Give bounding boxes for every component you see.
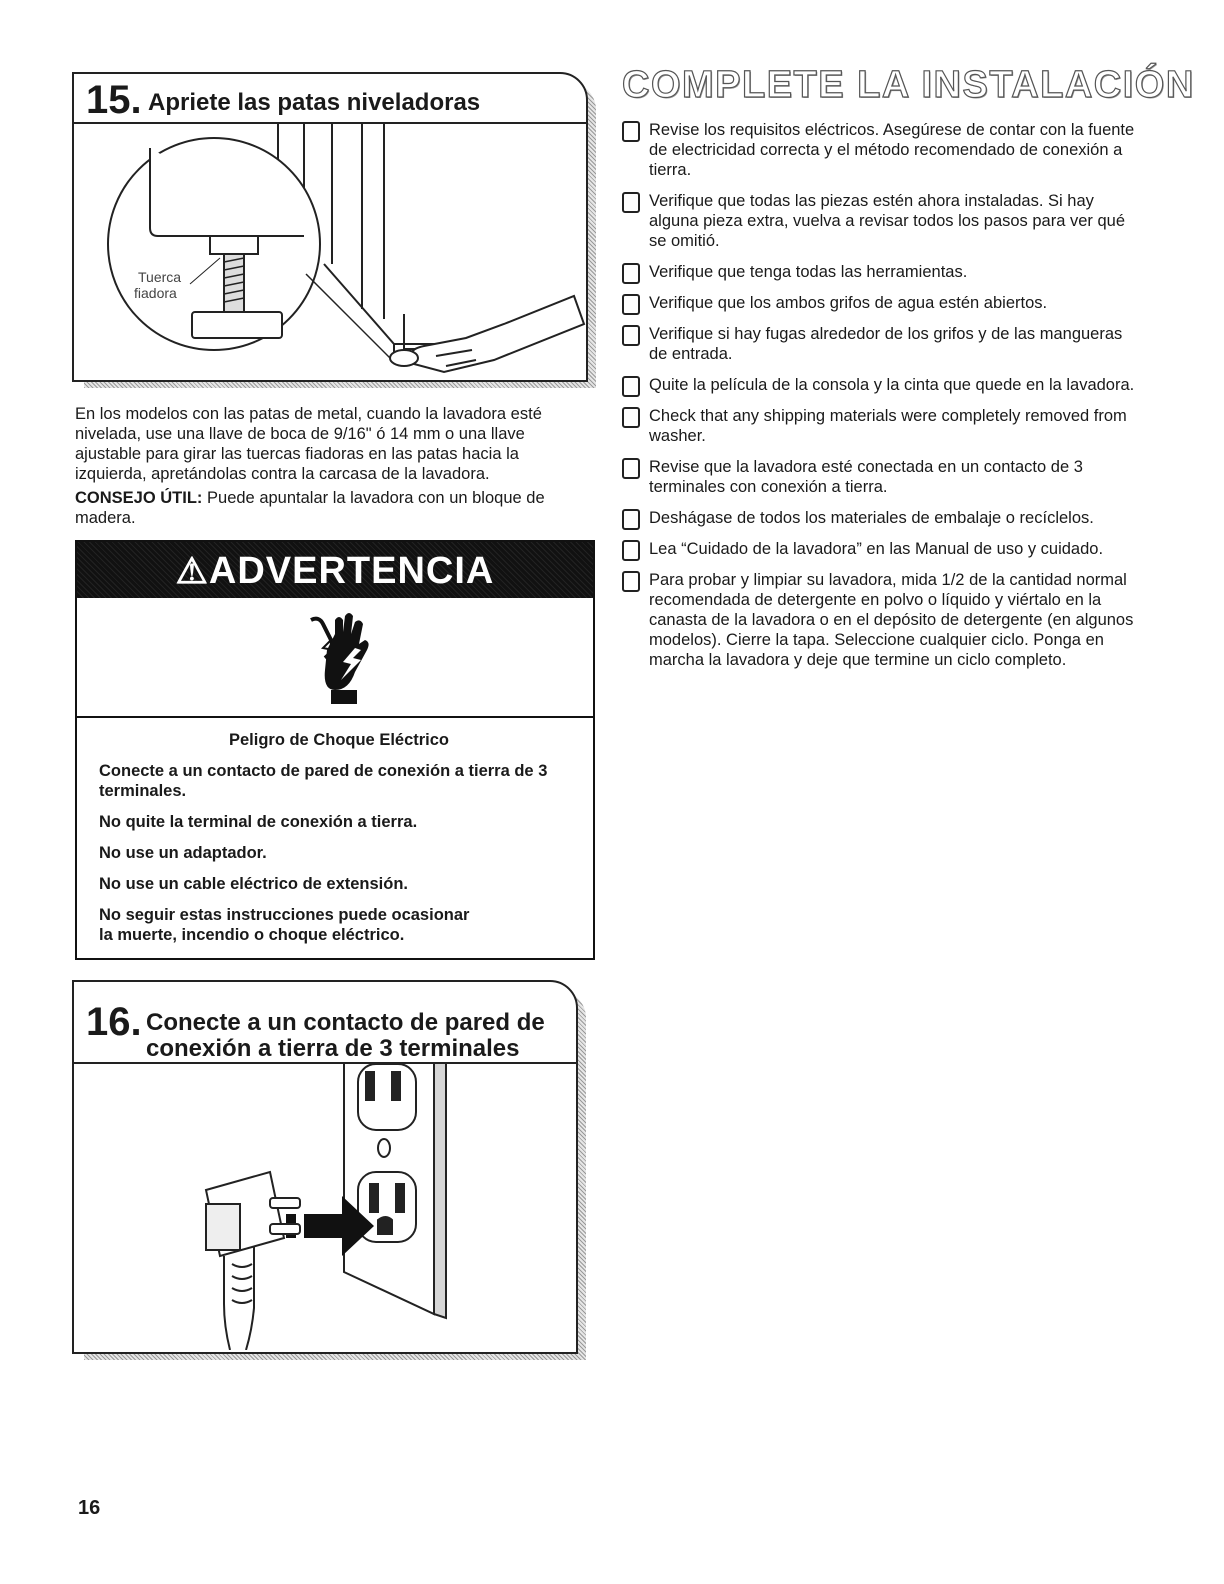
warning-icon-area bbox=[77, 598, 593, 718]
checkbox-icon[interactable] bbox=[622, 325, 640, 346]
step15-box bbox=[72, 72, 588, 382]
callout-label-tuerca: Tuerca bbox=[138, 269, 182, 285]
checklist-item bbox=[622, 570, 1142, 670]
step16-number: 16. bbox=[86, 1000, 142, 1044]
checklist-item bbox=[622, 191, 1142, 251]
warning-triangle-icon: ⚠ bbox=[175, 550, 209, 591]
plug-icon bbox=[206, 1172, 300, 1350]
checkbox-icon[interactable] bbox=[622, 509, 640, 530]
checklist-item-text: Verifique si hay fugas alrededor de los grifos y de las mangueras de entrada. bbox=[649, 325, 1123, 363]
warning-line-5a: No seguir estas instrucciones puede ocasionar bbox=[99, 906, 470, 924]
step15-tip bbox=[75, 488, 557, 528]
wall-outlet-plug-illustration bbox=[74, 1064, 576, 1350]
checklist-item-text: Check that any shipping materials were completely removed from washer. bbox=[649, 407, 1127, 445]
warning-line-4: No use un cable eléctrico de extensión. bbox=[99, 875, 409, 893]
checklist-item-text: Verifique que tenga todas las herramientas. bbox=[649, 263, 968, 281]
warning-line-5 bbox=[99, 905, 579, 945]
checklist-item bbox=[622, 293, 1142, 313]
checklist-item-text: Para probar y limpiar su lavadora, mida 1/2 de la cantidad normal recomendada de detergente en polvo o líquido y viértalo en la canasta de la lavadora o en el depósito de detergente (en algunos modelos). Cierre la tapa. Seleccione cualquier ciclo. Ponga en marcha la lavadora y deje que termine un ciclo completo. bbox=[649, 571, 1134, 669]
installation-checklist bbox=[622, 120, 1142, 681]
warning-line-5b: la muerte, incendio o choque eléctrico. bbox=[99, 926, 405, 944]
checklist-item bbox=[622, 406, 1142, 446]
leveling-leg-illustration bbox=[74, 124, 586, 378]
step16-title-line1: Conecte a un contacto de pared de bbox=[146, 1009, 545, 1036]
complete-installation-title: COMPLETE LA INSTALACIÓN bbox=[622, 64, 1195, 106]
checklist-item bbox=[622, 539, 1142, 559]
checklist-item-text: Quite la película de la consola y la cinta que quede en la lavadora. bbox=[649, 376, 1135, 394]
checklist-item bbox=[622, 120, 1142, 180]
checkbox-icon[interactable] bbox=[622, 540, 640, 561]
page-number: 16 bbox=[78, 1497, 101, 1519]
checkbox-icon[interactable] bbox=[622, 263, 640, 284]
checklist-item bbox=[622, 457, 1142, 497]
checkbox-icon[interactable] bbox=[622, 407, 640, 428]
warning-box bbox=[75, 540, 595, 960]
step15-title: Apriete las patas niveladoras bbox=[148, 89, 481, 116]
checklist-item-text: Revise los requisitos eléctricos. Asegúrese de contar con la fuente de electricidad correcta y el método recomendado de conexión a tierra. bbox=[649, 121, 1135, 179]
warning-line-3: No use un adaptador. bbox=[99, 844, 267, 862]
step16-title-line2: conexión a tierra de 3 terminales bbox=[146, 1035, 520, 1062]
warning-text bbox=[99, 730, 579, 945]
tip-text: Puede apuntalar la lavadora con un bloque de madera. bbox=[75, 489, 545, 527]
callout-label-fiadora: fiadora bbox=[134, 285, 177, 301]
checklist-item bbox=[622, 324, 1142, 364]
step16-header bbox=[74, 982, 576, 1064]
warning-line-1: Conecte a un contacto de pared de conexión a tierra de 3 terminales. bbox=[99, 762, 548, 800]
checklist-item-text: Deshágase de todos los materiales de embalaje o recíclelos. bbox=[649, 509, 1094, 527]
checklist-item bbox=[622, 262, 1142, 282]
checklist-item-text: Verifique que los ambos grifos de agua estén abiertos. bbox=[649, 294, 1048, 312]
tip-label: CONSEJO ÚTIL: bbox=[75, 489, 203, 507]
step15-number: 15. bbox=[86, 78, 142, 122]
checklist-item-text: Lea “Cuidado de la lavadora” en las Manual de uso y cuidado. bbox=[649, 540, 1104, 558]
checklist-item-text: Revise que la lavadora esté conectada en un contacto de 3 terminales con conexión a tierra. bbox=[649, 458, 1083, 496]
warning-title bbox=[77, 542, 593, 598]
checkbox-icon[interactable] bbox=[622, 121, 640, 142]
checkbox-icon[interactable] bbox=[622, 571, 640, 592]
checkbox-icon[interactable] bbox=[622, 458, 640, 479]
warning-title-text: ADVERTENCIA bbox=[208, 550, 495, 592]
checklist-item bbox=[622, 375, 1142, 395]
checklist-item-text: Verifique que todas las piezas estén ahora instaladas. Si hay alguna pieza extra, vuelva a revisar todos los pasos para ver qué se omitió. bbox=[649, 192, 1126, 250]
checkbox-icon[interactable] bbox=[622, 376, 640, 397]
warning-line-2: No quite la terminal de conexión a tierra. bbox=[99, 813, 418, 831]
checkbox-icon[interactable] bbox=[622, 294, 640, 315]
checklist-item bbox=[622, 508, 1142, 528]
warning-heading: Peligro de Choque Eléctrico bbox=[228, 731, 450, 749]
step16-box bbox=[72, 980, 578, 1354]
electric-shock-hazard-icon bbox=[305, 610, 375, 706]
hand-wrench-icon bbox=[390, 296, 584, 372]
step15-header bbox=[74, 74, 586, 124]
step15-instructions: En los modelos con las patas de metal, cuando la lavadora esté nivelada, use una llave de boca de 9/16" ó 14 mm o una llave ajustable para girar las tuercas fiadoras en las patas hacia la izquierda, apretándolas contra la carcasa de la lavadora. bbox=[75, 405, 542, 483]
checkbox-icon[interactable] bbox=[622, 192, 640, 213]
